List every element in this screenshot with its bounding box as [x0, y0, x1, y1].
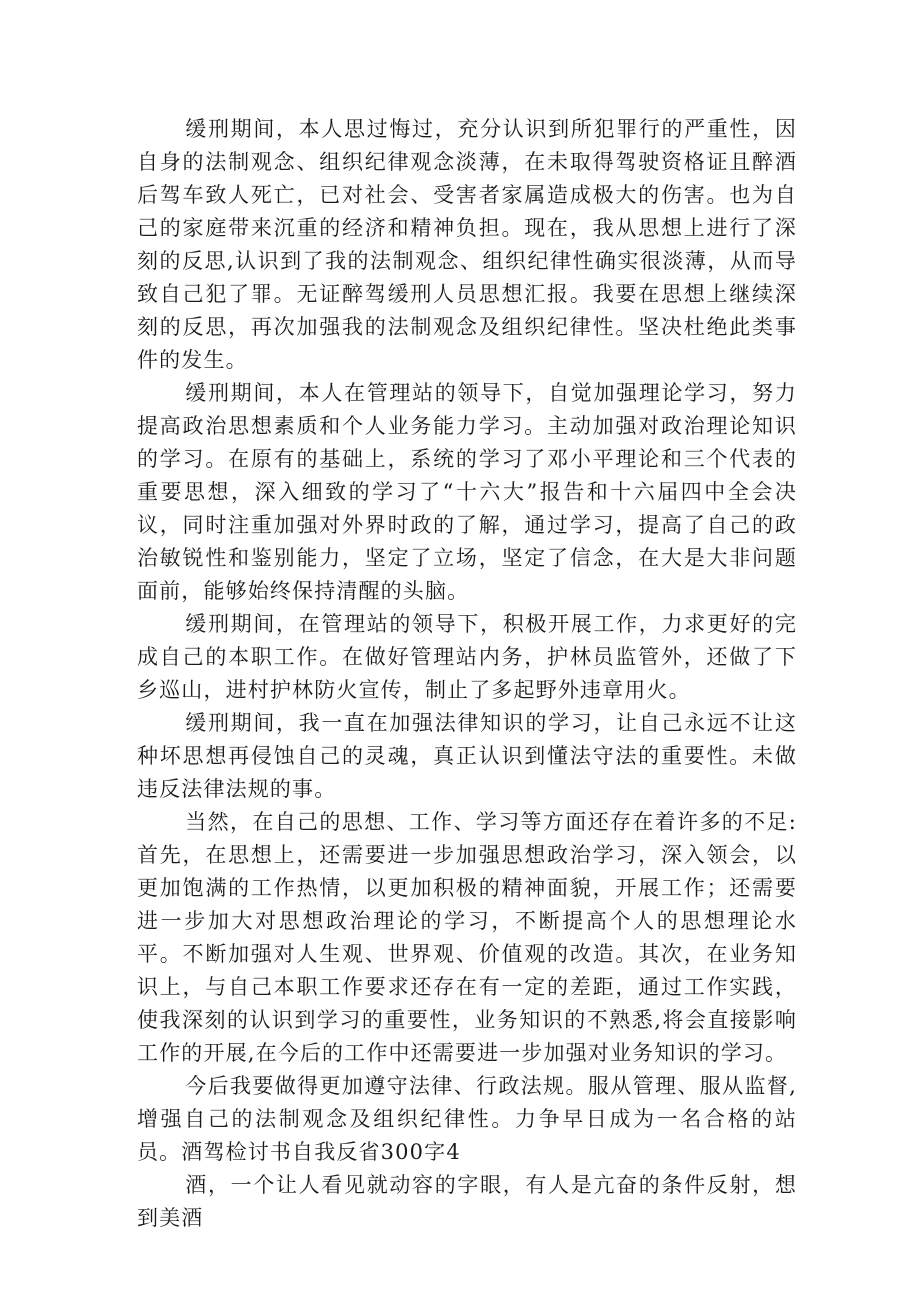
paragraph-work-duties: 缓刑期间，在管理站的领导下，积极开展工作，力求更好的完成自己的本职工作。在做好管理站内务，护林员监管外，还做了下乡巡山，进村护林防火宣传，制止了多起野外违章用火。 — [137, 612, 797, 702]
paragraph-shortcomings: 当然，在自己的思想、工作、学习等方面还存在着许多的不足:首先，在思想上，还需要进一步加强思想政治学习，深入领会，以更加饱满的工作热情，以更加积极的精神面貌，开展工作；还需要进一步加大对思想政治理论的学习，不断提高个人的思想理论水平。不断加强对人生观、世界观、价值观的改造。其次，在业务知识上，与自己本职工作要求还存在有一定的差距，通过工作实践，使我深刻的认识到学习的重要性，业务知识的不熟悉,将会直接影响工作的开展,在今后的工作中还需要进一步加强对业务知识的学习。 — [137, 810, 797, 1065]
paragraph-legal-study: 缓刑期间，我一直在加强法律知识的学习，让自己永远不让这种坏思想再侵蚀自己的灵魂，真正认识到懂法守法的重要性。未做违反法律法规的事。 — [137, 711, 797, 801]
paragraph-future-commitment: 今后我要做得更加遵守法律、行政法规。服从管理、服从监督,增强自己的法制观念及组织纪律性。力争早日成为一名合格的站员。酒驾检讨书自我反省300字4 — [137, 1074, 797, 1164]
paragraph-probation-reflection: 缓刑期间，本人思过悔过，充分认识到所犯罪行的严重性，因自身的法制观念、组织纪律观念淡薄，在未取得驾驶资格证且醉酒后驾车致人死亡，已对社会、受害者家属造成极大的伤害。也为自己的家庭带来沉重的经济和精神负担。现在，我从思想上进行了深刻的反思,认识到了我的法制观念、组织纪律性确实很淡薄，从而导致自己犯了罪。无证醉驾缓刑人员思想汇报。我要在思想上继续深刻的反思，再次加强我的法制观念及组织纪律性。坚决杜绝此类事件的发生。 — [137, 117, 797, 372]
paragraph-theory-study: 缓刑期间，本人在管理站的领导下，自觉加强理论学习，努力提高政治思想素质和个人业务能力学习。主动加强对政治理论知识的学习。在原有的基础上，系统的学习了邓小平理论和三个代表的重要思想，深入细致的学习了“十六大”报告和十六届四中全会决议，同时注重加强对外界时政的了解，通过学习，提高了自己的政治敏锐性和鉴别能力，坚定了立场，坚定了信念，在大是大非问题面前，能够始终保持清醒的头脑。 — [137, 381, 797, 603]
paragraph-next-essay-opening: 酒，一个让人看见就动容的字眼，有人是亢奋的条件反射，想到美酒 — [137, 1173, 797, 1230]
document-body — [137, 113, 797, 1235]
